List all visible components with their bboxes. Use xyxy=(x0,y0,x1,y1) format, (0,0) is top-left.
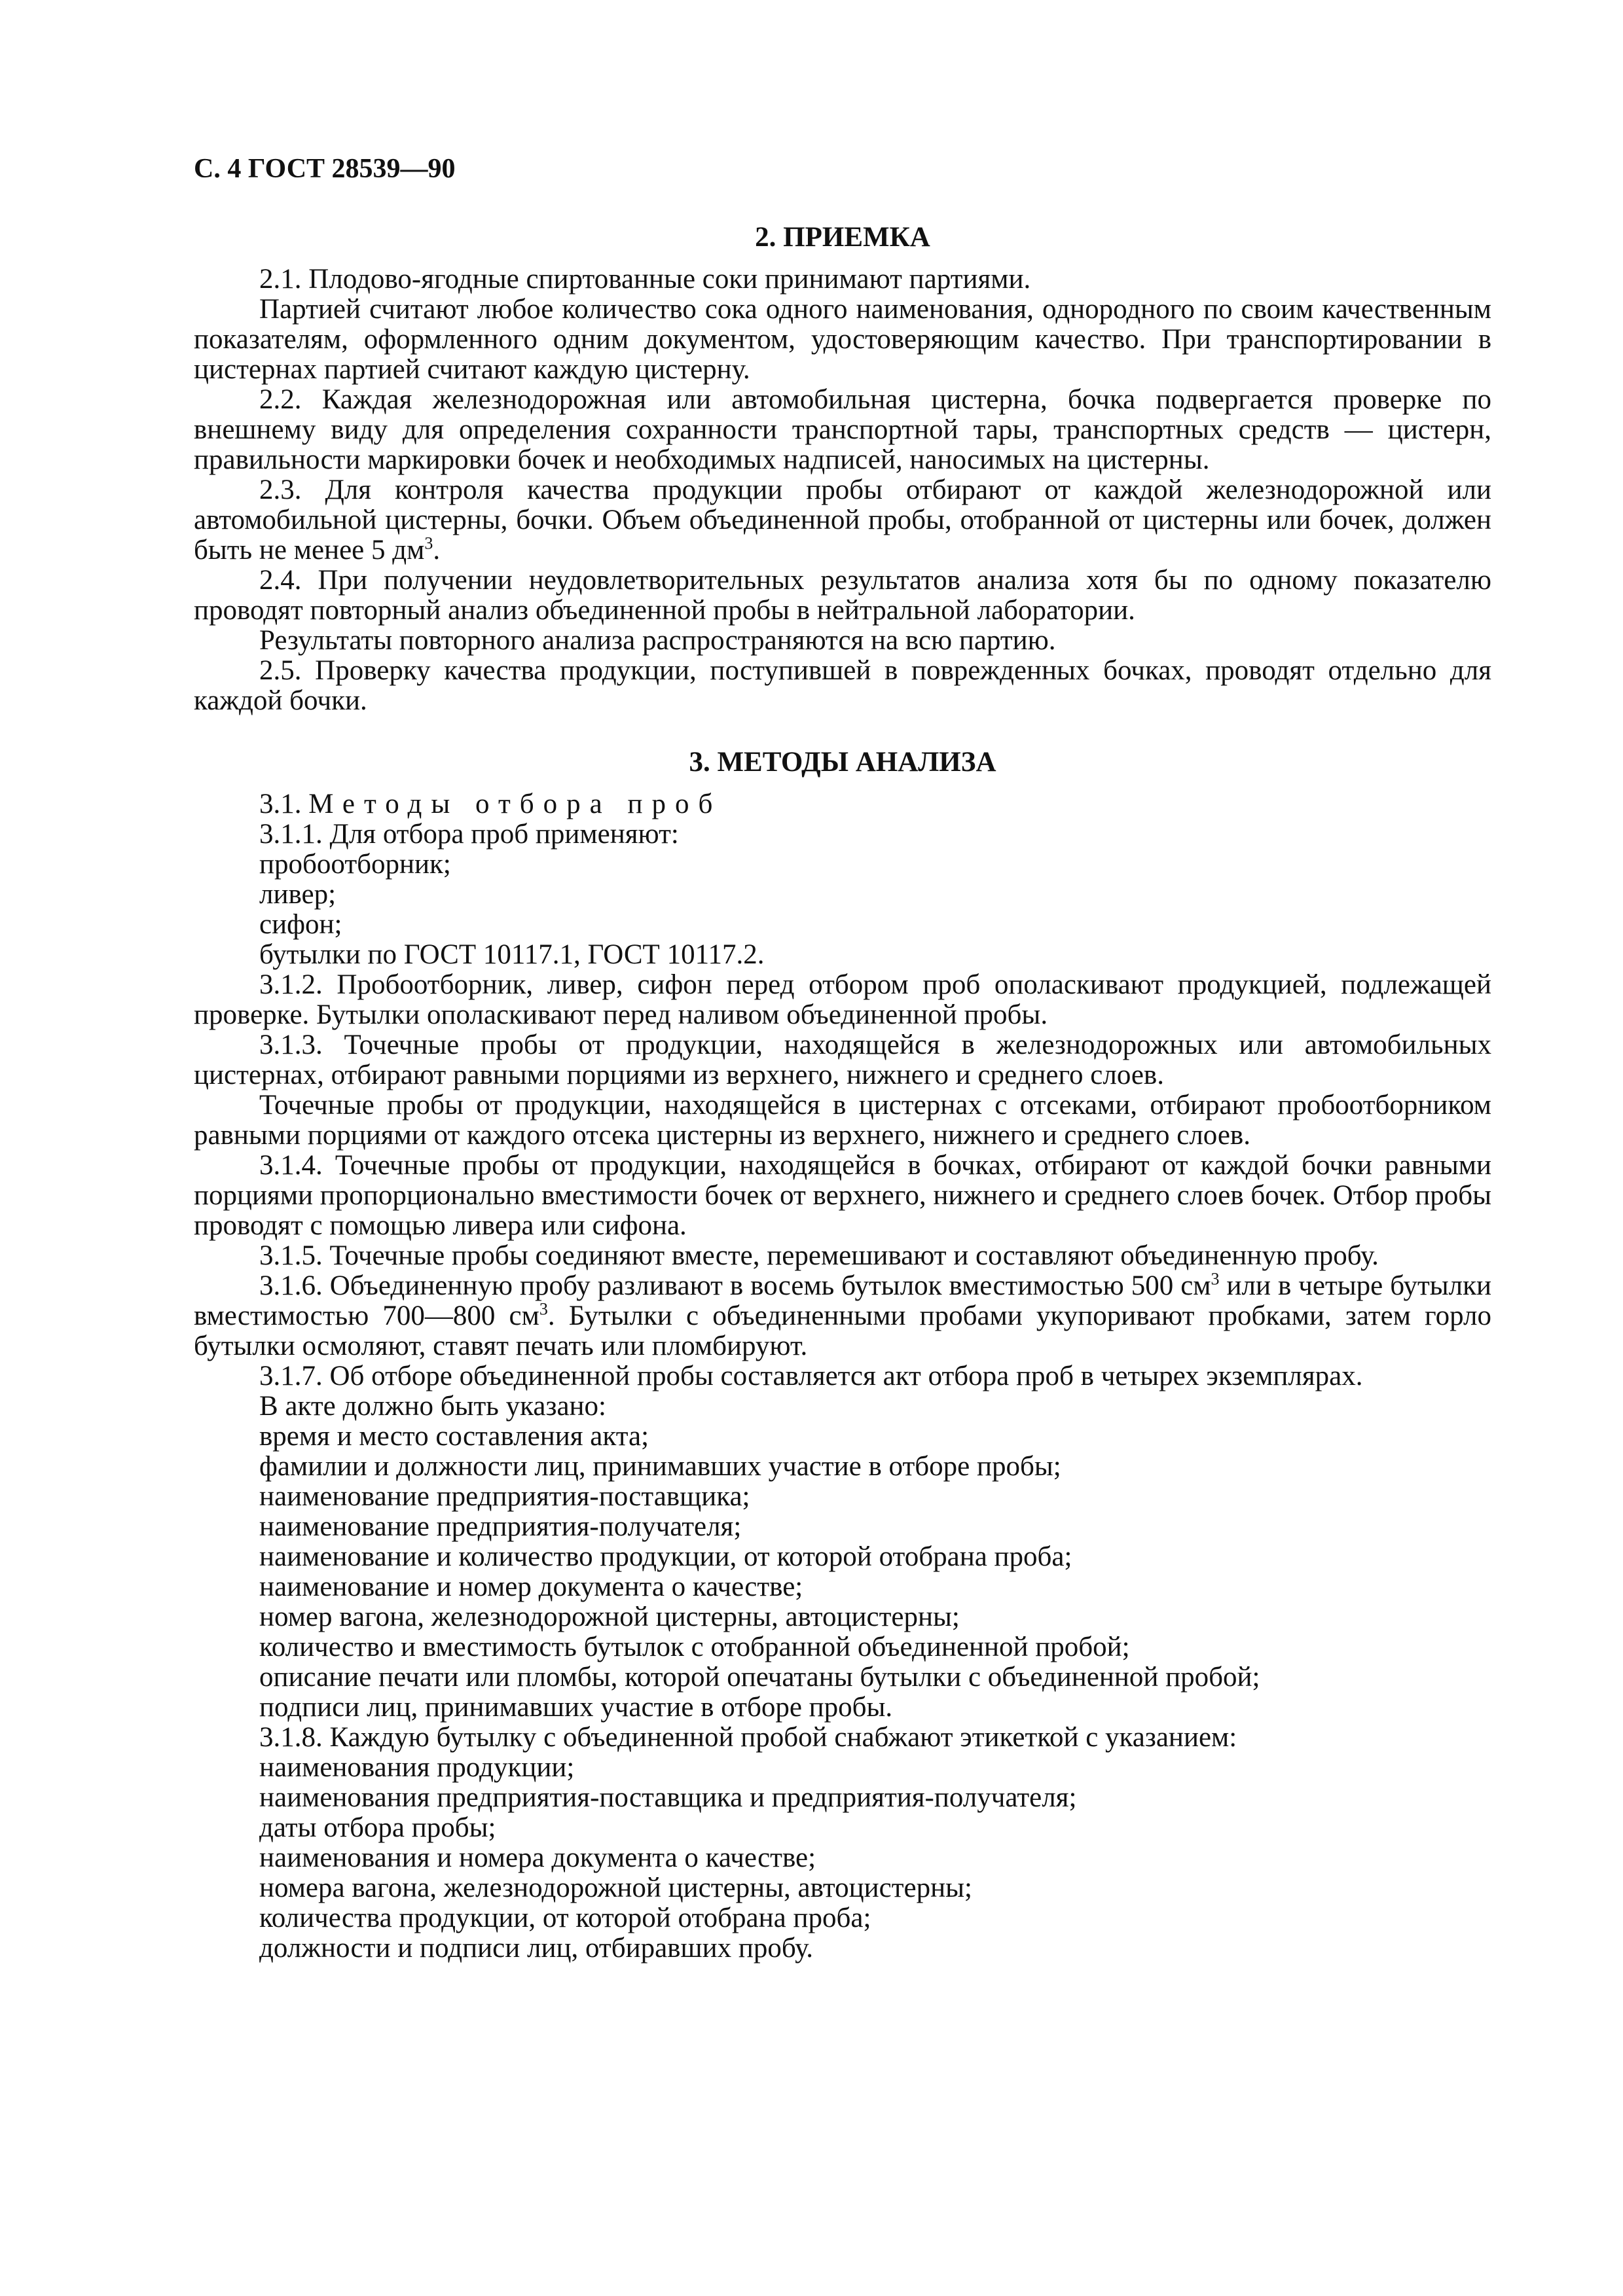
page-header: С. 4 ГОСТ 28539—90 xyxy=(194,154,456,184)
clause-2-4: 2.4. При получении неудовлетворительных результатов анализа хотя бы по одному показателю проводят повторный анализ объединенной пробы в нейтральной лаборатории. xyxy=(194,565,1491,626)
act-content-item: описание печати или пломбы, которой опечатаны бутылки с объединенной пробой; xyxy=(259,1662,1260,1693)
clause-3-1-6-superscript-2: 3 xyxy=(539,1299,548,1319)
clause-2-5: 2.5. Проверку качества продукции, поступившей в поврежденных бочках, проводят отдельно для каждой бочки. xyxy=(194,655,1491,716)
act-content-item: время и место составления акта; xyxy=(259,1421,649,1452)
clause-3-1-6-text-a: 3.1.6. Объединенную пробу разливают в восемь бутылок вместимостью 500 см xyxy=(259,1270,1211,1301)
clause-3-1-3-compartments: Точечные пробы от продукции, находящейся в цистернах с отсеками, отбирают пробоотборником равными порциями от каждого отсека цистерны из верхнего, нижнего и среднего слоев. xyxy=(194,1090,1491,1151)
section-3-title: 3. МЕТОДЫ АНАЛИЗА xyxy=(689,747,996,778)
clause-3-1-3: 3.1.3. Точечные пробы от продукции, находящейся в железнодорожных или автомобильных цистернах, отбирают равными порциями из верхнего, нижнего и среднего слоев. xyxy=(194,1030,1491,1090)
label-contents-list xyxy=(194,1753,1491,1964)
label-content-item: количества продукции, от которой отобрана проба; xyxy=(259,1903,871,1933)
clause-3-1-2: 3.1.2. Пробоотборник, ливер, сифон перед отбором проб ополаскивают продукцией, подлежащей проверке. Бутылки ополаскивают перед наливом объединенной пробы. xyxy=(194,969,1491,1030)
act-content-item: наименование и количество продукции, от которой отобрана проба; xyxy=(259,1541,1072,1572)
clause-2-3-text: 2.3. Для контроля качества продукции пробы отбирают от каждой железнодорожной или автомобильной цистерны, бочки. Объем объединенной пробы, отобранной от цистерны или бочек, должен быть не менее 5 дм xyxy=(194,475,1491,565)
section-2-title: 2. ПРИЕМКА xyxy=(755,222,930,253)
sampling-tool-item: сифон; xyxy=(259,909,342,940)
clause-3-1-6 xyxy=(194,1271,1491,1361)
document-body xyxy=(194,223,1491,1964)
label-content-item: номера вагона, железнодорожной цистерны, автоцистерны; xyxy=(259,1873,972,1903)
sampling-tool-item: бутылки по ГОСТ 10117.1, ГОСТ 10117.2. xyxy=(259,939,765,970)
clause-3-1-6-text-b: или в четыре бутылки вместимостью 700—800 см xyxy=(194,1270,1491,1331)
section-2 xyxy=(194,223,1491,716)
sampling-tool-item: пробоотборник; xyxy=(259,849,451,880)
sampling-tool-item: ливер; xyxy=(259,879,337,910)
clause-2-3 xyxy=(194,475,1491,565)
sampling-tools-list xyxy=(194,850,1491,970)
label-content-item: наименования предприятия-поставщика и предприятия-получателя; xyxy=(259,1782,1077,1813)
act-content-item: наименование и номер документа о качестве; xyxy=(259,1571,803,1602)
act-content-item: номер вагона, железнодорожной цистерны, автоцистерны; xyxy=(259,1602,960,1632)
section-3 xyxy=(194,747,1491,1964)
act-content-item: подписи лиц, принимавших участие в отборе пробы. xyxy=(259,1692,893,1723)
label-content-item: даты отбора пробы; xyxy=(259,1812,496,1843)
clause-3-1-7: 3.1.7. Об отборе объединенной пробы составляется акт отбора проб в четырех экземплярах. xyxy=(259,1361,1363,1391)
clause-3-1-4: 3.1.4. Точечные пробы от продукции, находящейся в бочках, отбирают от каждой бочки равными порциями пропорционально вместимости бочек от верхнего, нижнего и среднего слоев бочек. Отбор пробы проводят с помощью ливера или сифона. xyxy=(194,1150,1491,1241)
repeat-analysis-paragraph: Результаты повторного анализа распространяются на всю партию. xyxy=(259,625,1056,656)
clause-3-1-1: 3.1.1. Для отбора проб применяют: xyxy=(259,819,679,850)
act-content-item: наименование предприятия-получателя; xyxy=(259,1511,742,1542)
clause-3-1-8: 3.1.8. Каждую бутылку с объединенной пробой снабжают этикеткой с указанием: xyxy=(259,1722,1237,1753)
clause-2-3-end: . xyxy=(433,535,441,565)
batch-definition-paragraph: Партией считают любое количество сока одного наименования, однородного по своим качественным показателям, оформленного одним документом, удостоверяющим качество. При транспортировании в цистернах партией считают каждую цистерну. xyxy=(194,294,1491,385)
subsection-3-1-number: 3.1. xyxy=(259,789,302,819)
subsection-3-1-heading xyxy=(194,789,1491,819)
act-content-item: фамилии и должности лиц, принимавших участие в отборе пробы; xyxy=(259,1451,1061,1482)
label-content-item: наименования и номера документа о качестве; xyxy=(259,1842,816,1873)
clause-3-1-6-text-c: . Бутылки с объединенными пробами укупоривают пробками, затем горло бутылки осмоляют, ставят печать или пломбируют. xyxy=(194,1300,1491,1361)
act-content-item: наименование предприятия-поставщика; xyxy=(259,1481,750,1512)
clause-2-1: 2.1. Плодово-ягодные спиртованные соки принимают партиями. xyxy=(259,264,1031,295)
clause-3-1-6-superscript-1: 3 xyxy=(1211,1269,1220,1289)
subsection-3-1-title: Методы отбора проб xyxy=(308,789,722,819)
act-contents-intro: В акте должно быть указано: xyxy=(259,1391,606,1422)
clause-2-2: 2.2. Каждая железнодорожная или автомобильная цистерна, бочка подвергается проверке по внешнему виду для определения сохранности транспортной тары, транспортных средств — цистерн, правильности маркировки бочек и необходимых надписей, наносимых на цистерны. xyxy=(194,384,1491,475)
clause-2-3-superscript: 3 xyxy=(424,533,433,553)
act-contents-list xyxy=(194,1422,1491,1723)
clause-3-1-5: 3.1.5. Точечные пробы соединяют вместе, перемешивают и составляют объединенную пробу. xyxy=(259,1240,1379,1271)
act-content-item: количество и вместимость бутылок с отобранной объединенной пробой; xyxy=(259,1632,1130,1662)
label-content-item: наименования продукции; xyxy=(259,1752,575,1783)
label-content-item: должности и подписи лиц, отбиравших пробу. xyxy=(259,1933,814,1964)
